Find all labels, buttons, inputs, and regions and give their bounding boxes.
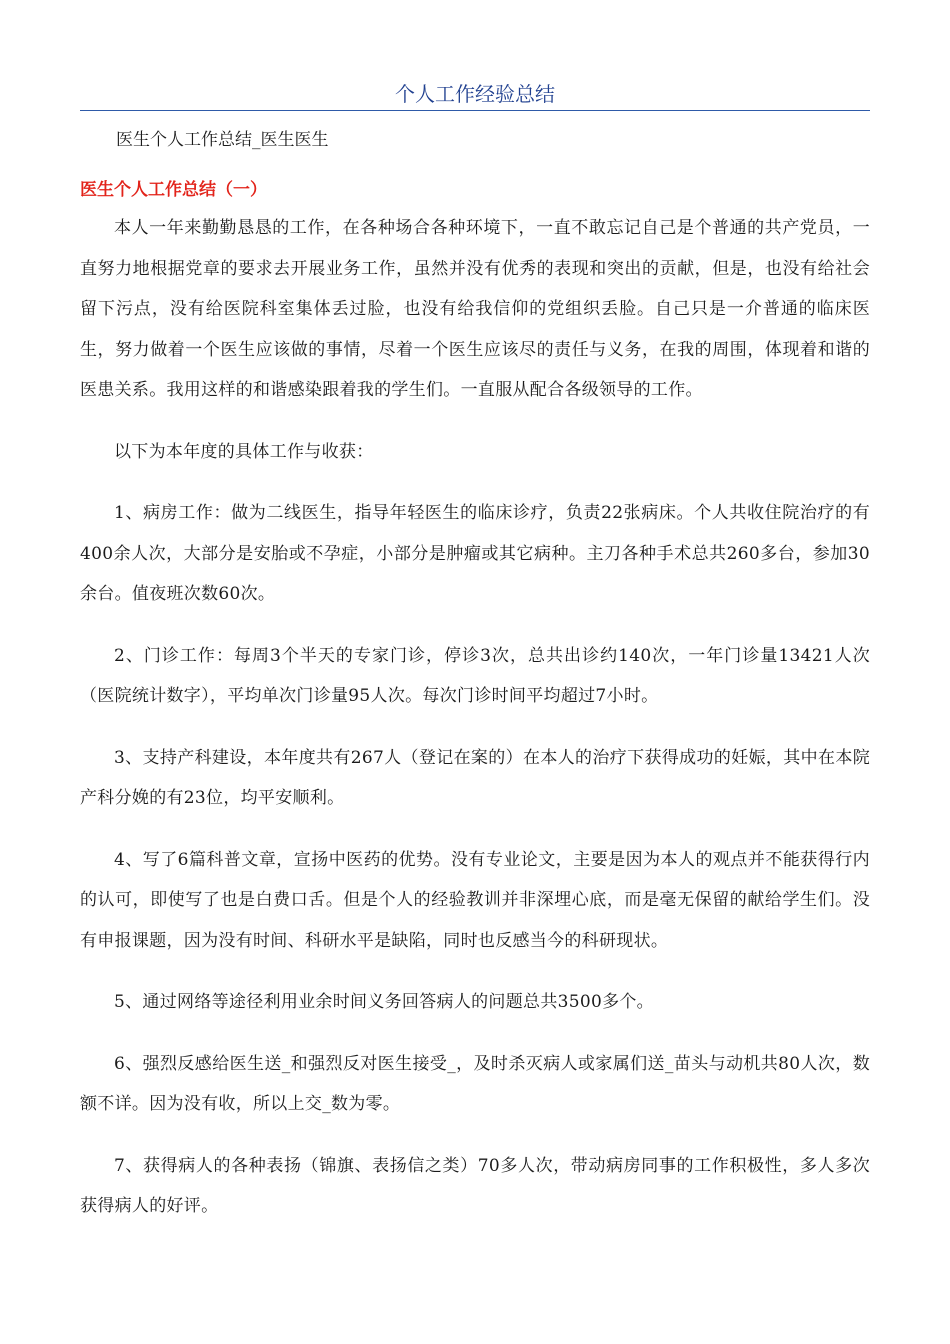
paragraph-item-6: 6、强烈反感给医生送_和强烈反对医生接受_，及时杀灭病人或家属们送_苗头与动机共80人次，数额不详。因为没有收，所以上交_数为零。 xyxy=(80,1053,870,1114)
paragraph-item-1: 1、病房工作：做为二线医生，指导年轻医生的临床诊疗，负责22张病床。个人共收住院治疗的有400余人次，大部分是安胎或不孕症，小部分是肿瘤或其它病种。主刀各种手术总共260多台，参加30余台。值夜班次数60次。 xyxy=(80,503,870,604)
document-body xyxy=(80,208,870,1248)
header-divider xyxy=(80,110,870,111)
paragraph-lead-in: 以下为本年度的具体工作与收获： xyxy=(114,441,374,462)
section-heading: 医生个人工作总结（一） xyxy=(80,180,267,200)
paragraph-item-7: 7、获得病人的各种表扬（锦旗、表扬信之类）70多人次，带动病房同事的工作积极性，多人多次获得病人的好评。 xyxy=(80,1155,870,1216)
document-subtitle: 医生个人工作总结_医生医生 xyxy=(116,130,329,150)
paragraph-item-5: 5、通过网络等途径利用业余时间义务回答病人的问题总共3500多个。 xyxy=(114,992,654,1012)
page-header-title: 个人工作经验总结 xyxy=(395,82,555,106)
paragraph-intro: 本人一年来勤勤恳恳的工作，在各种场合各种环境下，一直不敢忘记自己是个普通的共产党员，一直努力地根据党章的要求去开展业务工作，虽然并没有优秀的表现和突出的贡献，但是，也没有给社会留下污点，没有给医院科室集体丢过脸，也没有给我信仰的党组织丢脸。自己只是一介普通的临床医生，努力做着一个医生应该做的事情，尽着一个医生应该尽的责任与义务，在我的周围，体现着和谐的医患关系。我用这样的和谐感染跟着我的学生们。一直服从配合各级领导的工作。 xyxy=(80,218,870,400)
paragraph-item-2: 2、门诊工作：每周3个半天的专家门诊，停诊3次，总共出诊约140次，一年门诊量13421人次（医院统计数字），平均单次门诊量95人次。每次门诊时间平均超过7小时。 xyxy=(80,645,870,706)
paragraph-item-4: 4、写了6篇科普文章，宣扬中医药的优势。没有专业论文，主要是因为本人的观点并不能获得行内的认可，即使写了也是白费口舌。但是个人的经验教训并非深埋心底，而是毫无保留的献给学生们。没有申报课题，因为没有时间、科研水平是缺陷，同时也反感当今的科研现状。 xyxy=(80,849,870,951)
paragraph-item-3: 3、支持产科建设，本年度共有267人（登记在案的）在本人的治疗下获得成功的妊娠，其中在本院产科分娩的有23位，均平安顺利。 xyxy=(80,747,870,808)
